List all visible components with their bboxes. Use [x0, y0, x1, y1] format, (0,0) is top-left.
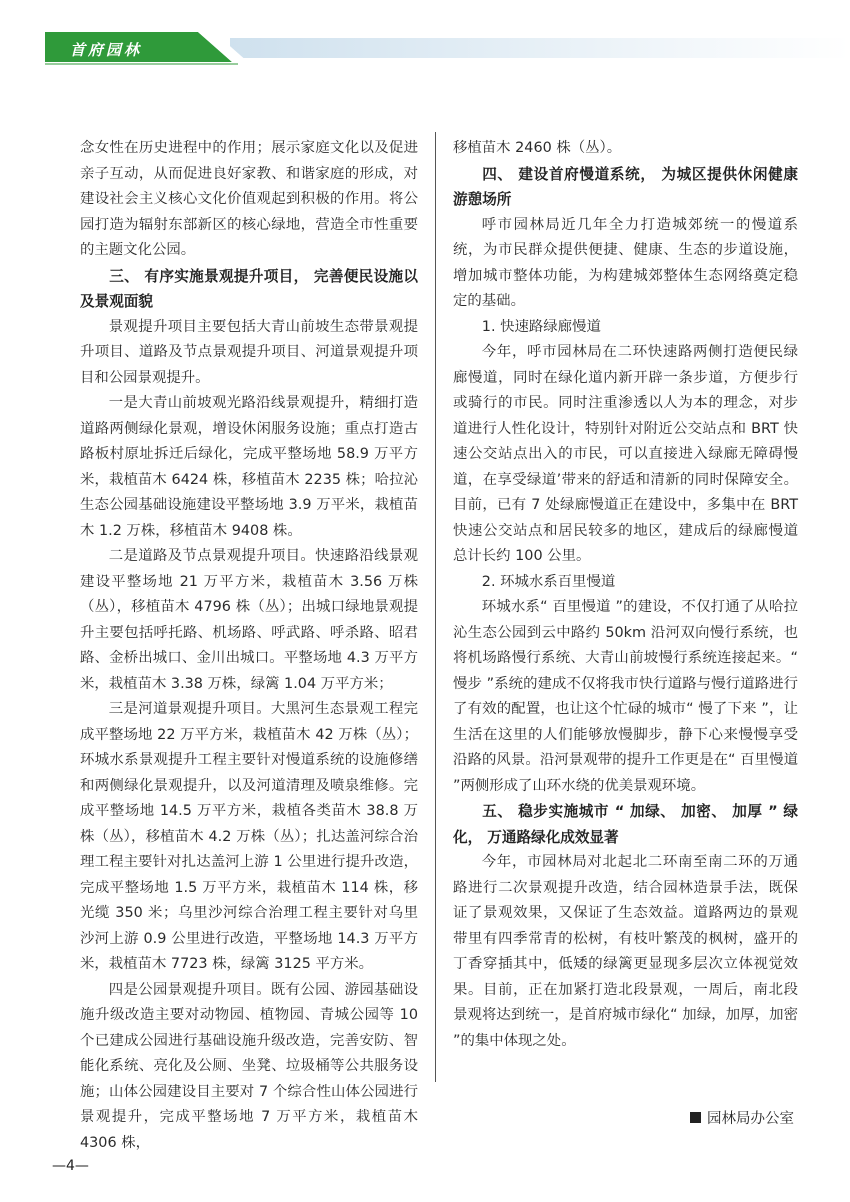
- page-number: —4—: [52, 1158, 89, 1174]
- paragraph: 环城水系“ 百里慢道 ”的建设，不仅打通了从哈拉沁生态公园到云中路约 50km 沿河双向慢行系统，也将机场路慢行系统、大青山前坡慢行系统连接起来。“ 慢步 ”系统的建成不仅将我市快行道路与慢行道路进行了有效的配置，也让这个忙碌的城市“ 慢了下来 ”，让生活在这里的人们能够放慢脚步，静下心来慢慢享受沿路的风景。沿河景观带的提升工作更是在“ 百里慢道 ”两侧形成了山环水绕的优美景观环境。: [453, 599, 798, 794]
- paragraph: 三是河道景观提升项目。大黑河生态景观工程完成平整场地 22 万平方米，栽植苗木 42 万株（丛）；环城水系景观提升工程主要针对慢道系统的设施修缮和两侧绿化景观提升，以及河道清理及喷泉维修。完成平整场地 14.5 万平方米，栽植各类苗木 38.8 万株（丛），移植苗木 4.2 万株（丛）；扎达盖河综合治理工程主要针对扎达盖河上游 1 公里进行提升改造，完成平整场地 1.5 万平方米，栽植苗木 114 株，移光缆 350 米；乌里沙河综合治理工程主要针对乌里沙河上游 0.9 公里进行改造，平整场地 14.3 万平方米，栽植苗木 7723 株，绿篱 3125 平方米。: [80, 701, 418, 972]
- section-heading: 五、 稳步实施城市 “ 加绿、 加密、 加厚 ” 绿化， 万通路绿化成效显著: [453, 803, 798, 846]
- section-heading: 三、 有序实施景观提升项目， 完善便民设施以及景观面貌: [80, 267, 418, 310]
- subsection-title: 2. 环城水系百里慢道: [481, 573, 616, 590]
- brand-title: 首府园林: [70, 41, 143, 59]
- paragraph: 二是道路及节点景观提升项目。快速路沿线景观建设平整场地 21 万平方米，栽植苗木 3.56 万株（丛），移植苗木 4796 株（丛）；出城口绿地景观提升主要包括呼托路、机场路、呼武路、呼杀路、昭君路、金桥出城口、金川出城口。平整场地 4.3 万平方米，栽植苗木 3.38 万株，绿篱 1.04 万平方米；: [80, 548, 418, 692]
- page-header: [0, 0, 850, 70]
- section-heading: 四、 建设首府慢道系统， 为城区提供休闲健康游憩场所: [453, 165, 798, 208]
- paragraph: 今年，市园林局对北起北二环南至南二环的万通路进行二次景观提升改造，结合园林造景手法，既保证了景观效果，又保证了生态效益。道路两边的景观带里有四季常青的松树，有枝叶繁茂的枫树，盛开的丁香穿插其中，低矮的绿篱更显现多层次立体视觉效果。目前，正在加紧打造北段景观，一周后，南北段景观将达到统一，是首府城市绿化“ 加绿，加厚，加密 ”的集中体现之处。: [453, 854, 798, 1049]
- right-column: [453, 136, 798, 1054]
- paragraph: 念女性在历史进程中的作用；展示家庭文化以及促进亲子互动，从而促进良好家教、和谐家庭的形成，对建设社会主义核心文化价值观起到积极的作用。将公园打造为辐射东部新区的核心绿地，营造全市性重要的主题文化公园。: [80, 140, 418, 258]
- left-column: [80, 136, 418, 1156]
- subsection-title: 1. 快速路绿廊慢道: [481, 318, 601, 335]
- paragraph: 四是公园景观提升项目。既有公园、游园基础设施升级改造主要对动物园、植物园、青城公园等 10 个已建成公园进行基础设施升级改造，完善安防、智能化系统、亮化及公厕、坐凳、垃圾桶等公共服务设施；山体公园建设目主要对 7 个综合性山体公园进行景观提升，完成平整场地 7 万平方米，栽植苗木 4306 株，: [80, 981, 418, 1151]
- paragraph: 一是大青山前坡观光路沿线景观提升，精细打造道路两侧绿化景观，增设休闲服务设施；重点打造古路板村原址拆迁后绿化，完成平整场地 58.9 万平方米，栽植苗木 6424 株，移植苗木 2235 株；哈拉沁生态公园基础设施建设平整场地 3.9 万平米，栽植苗木 1.2 万株，移植苗木 9408 株。: [80, 395, 418, 539]
- paragraph: 移植苗木 2460 株（丛）。: [453, 140, 622, 156]
- paragraph: 今年，呼市园林局在二环快速路两侧打造便民绿廊慢道，同时在绿化道内新开辟一条步道，方便步行或骑行的市民。同时注重渗透以人为本的理念，对步道进行人性化设计，特别针对附近公交站点和 BRT 快速公交站点出入的市民，可以直接进入绿廊无障碍慢道，在享受绿道’带来的舒适和清新的同时保障安全。目前，已有 7 处绿廊慢道正在建设中，多集中在 BRT 快速公交站点和居民较多的地区，建成后的绿廊慢道总计长约 100 公里。: [453, 344, 798, 564]
- column-divider: [435, 132, 436, 1082]
- square-bullet-icon: [690, 1112, 701, 1123]
- paragraph: 呼市园林局近几年全力打造城郊统一的慢道系统，为市民群众提供便捷、健康、生态的步道设施，增加城市整体功能，为构建城郊整体生态网络奠定稳定的基础。: [453, 216, 798, 309]
- credit-line: [690, 1107, 794, 1128]
- credit-text: 园林局办公室: [707, 1111, 794, 1127]
- paragraph: 景观提升项目主要包括大青山前坡生态带景观提升项目、道路及节点景观提升项目、河道景观提升项目和公园景观提升。: [80, 318, 418, 386]
